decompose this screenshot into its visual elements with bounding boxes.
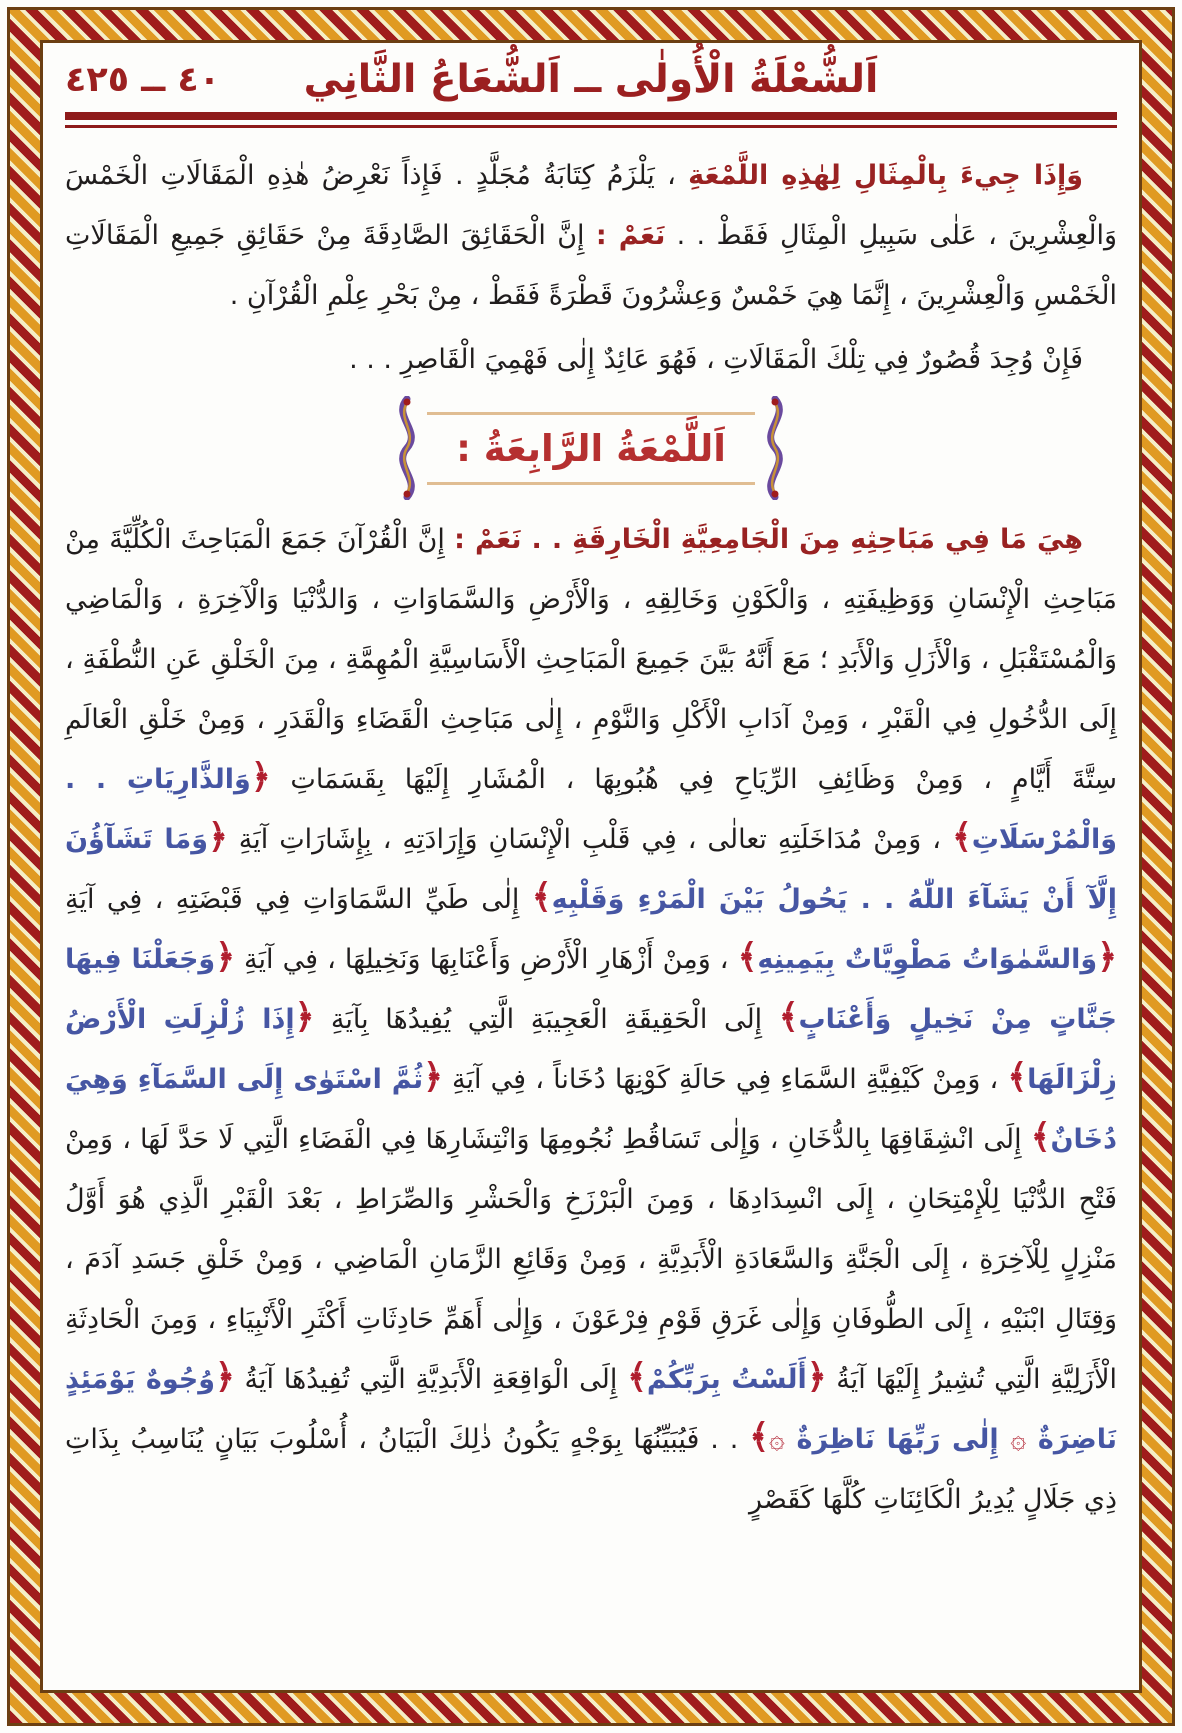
quran-quote-text: وَالسَّمٰوَاتُ مَطْوِيَّاتٌ بِيَمِينِهِ: [757, 944, 1098, 975]
ornate-bracket: ﴾: [749, 1417, 769, 1456]
ornate-bracket: ﴿: [215, 1357, 235, 1396]
ornate-bracket: ﴿: [215, 937, 235, 976]
red-emphasis-text: هِيَ مَا فِي مَبَاحِثِهِ مِنَ الْجَامِعِيَّةِ الْخَارِقَةِ . . نَعَمْ :: [454, 524, 1083, 555]
paragraph-intro-tail: [65, 330, 1117, 390]
section-heading-box: [427, 412, 755, 485]
body-text: إِلٰى طَيِّ السَّمَاوَاتِ فِي قَبْضَتِهِ ، فِي آيَةِ: [65, 884, 532, 915]
quran-quote-text: وَجَعَلْنَا فِيهَا جَنَّاتٍ مِنْ نَخِيلٍ وَأَعْنَابٍ: [65, 944, 1117, 1035]
page-numbers: ٤٠ ــ ٤٢٥: [65, 59, 221, 100]
body-text: ، يَلْزَمُ كِتَابَةُ مُجَلَّدٍ . فَإِذاً نَعْرِضُ هٰذِهِ الْمَقَالَاتِ الْخَمْسَ وَالْعِشْرِينَ ، عَلٰى سَبِيلِ الْمِثَالِ فَقَطْ . .: [65, 160, 1118, 251]
ornate-bracket: ﴾: [951, 817, 972, 856]
header-double-rule: [65, 112, 1117, 128]
body-text: إِلَى انْشِقَاقِهَا بِالدُّخَانِ ، وَإِلٰى تَسَاقُطِ نُجُومِهَا وَانْتِشَارِهَا فِي الْفَضَاءِ الَّتِي لَا حَدَّ لَهَا ، وَمِنْ فَتْحِ الدُّنْيَا لِلْإِمْتِحَانِ ، إِلَى انْسِدَادِهَا ، وَمِنَ الْبَرْزَخِ وَالْحَشْرِ وَالصِّرَاطِ ، بَعْدَ الْقَبْرِ الَّذِي هُوَ أَوَّلُ مَنْزِلٍ لِلْآخِرَةِ ، إِلَى الْجَنَّةِ وَالسَّعَادَةِ الْأَبَدِيَّةِ ، وَمِنْ وَقَائِعِ الزَّمَانِ الْمَاضِي ، وَمِنْ خَلْقِ جَسَدِ آدَمَ ، وَقِتَالِ ابْنَيْهِ ، إِلَى الطُّوفَانِ وَإِلٰى غَرَقِ قَوْمِ فِرْعَوْنَ ، وَإِلٰى أَهَمِّ حَادِثَاتِ أَكْثَرِ الْأَنْبِيَاءِ ، وَمِنَ الْحَادِثَةِ الْأَزَلِيَّةِ الَّتِي تُشِيرُ إِلَيْهَا آيَةُ: [65, 1124, 1117, 1395]
body-text: إِلَى الْوَاقِعَةِ الْأَبَدِيَّةِ الَّتِي تُفِيدُهَا آيَةُ: [234, 1364, 628, 1395]
ornate-bracket: ﴿: [250, 757, 271, 796]
ornate-bracket: ﴿: [208, 817, 228, 856]
flourish-ornament-left-icon: [387, 396, 427, 500]
quran-quote-text: وَمَا تَشَآؤُنَ إِلَّآ أَنْ يَشَآءَ اللّٰهُ . . يَحُولُ بَيْنَ الْمَرْءِ وَقَلْبِهِ: [65, 824, 1117, 915]
body-text: إِنَّ الْقُرْآنَ جَمَعَ الْمَبَاحِثَ الْكُلِّيَّةَ مِنْ مَبَاحِثِ الْإِنْسَانِ وَوَظِيفَتِهِ ، وَالْكَوْنِ وَخَالِقِهِ ، وَالْأَرْضِ وَالسَّمَاوَاتِ ، وَالدُّنْيَا وَالْآخِرَةِ ، وَالْمَاضِي وَالْمُسْتَقْبَلِ ، وَالْأَزَلِ وَالْأَبَدِ ؛ مَعَ أَنَّهُ بَيَّنَ جَمِيعَ الْمَبَاحِثِ الْأَسَاسِيَّةِ الْمُهِمَّةِ ، مِنَ الْخَلْقِ عَنِ النُّطْفَةِ ، إِلَى الدُّخُولِ فِي الْقَبْرِ ، وَمِنْ آدَابِ الْأَكْلِ وَالنَّوْمِ ، إِلٰى مَبَاحِثِ الْقَضَاءِ وَالْقَدَرِ ، وَمِنْ خَلْقِ الْعَالَمِ سِتَّةَ أَيَّامٍ ، وَمِنْ وَظَائِفِ الرِّيَاحِ فِي هُبُوبِهَا ، الْمُشَارِ إِلَيْهَا بِقَسَمَاتِ: [65, 524, 1118, 795]
ornate-bracket: ﴿: [806, 1357, 827, 1396]
body-text: . . فَيُبَيِّنُهَا بِوَجْهٍ يَكُونُ ذٰلِكَ الْبَيَانُ ، أُسْلُوبَ بَيَانٍ يُنَاسِبُ بِذَاتِ ذِي جَلَالٍ يُدِيرُ الْكَائِنَاتِ كُلَّهَا كَقَصْرٍ: [65, 1424, 1117, 1515]
ornate-bracket: ﴿: [1097, 937, 1117, 976]
flourish-ornament-right-icon: [755, 396, 795, 500]
quran-quote-text: وُجُوهٌ يَوْمَئِذٍ نَاضِرَةٌ: [65, 1364, 1117, 1455]
ornate-bracket: ﴾: [1007, 1057, 1028, 1096]
body-text: ، وَمِنْ أَزْهَارِ الْأَرْضِ وَأَعْنَابِهَا وَنَخِيلِهَا ، فِي آيَةِ: [235, 944, 738, 975]
page-header: [65, 57, 1117, 102]
ornate-bracket: ﴾: [737, 937, 758, 976]
quran-quote-text: وَالذَّارِيَاتِ . . وَالْمُرْسَلَاتِ: [65, 764, 1117, 855]
section-heading: اَللَّمْعَةُ الرَّابِعَةُ :: [456, 426, 726, 470]
ornate-bracket: ﴿: [294, 997, 315, 1036]
body-text: إِنَّ الْحَقَائِقَ الصَّادِقَةَ مِنْ حَقَائِقِ جَمِيعِ الْمَقَالَاتِ الْخَمْسِ وَالْعِشْرِينَ ، إِنَّمَا هِيَ خَمْسٌ وَعِشْرُونَ قَطْرَةً فَقَطْ ، مِنْ بَحْرِ عِلْمِ الْقُرْآنِ .: [65, 220, 1117, 311]
red-emphasis-text: نَعَمْ :: [595, 220, 666, 251]
quran-quote-text: إِذَا زُلْزِلَتِ الْأَرْضُ زِلْزَالَهَا: [65, 1004, 1117, 1095]
body-text: ، وَمِنْ كَيْفِيَّةِ السَّمَاءِ فِي حَالَةِ كَوْنِهَا دُخَاناً ، فِي آيَةِ: [442, 1064, 1008, 1095]
quran-quote-text: إِلٰى رَبِّهَا نَاظِرَةٌ: [784, 1424, 1011, 1455]
body-text: فَإِنْ وُجِدَ قُصُورٌ فِي تِلْكَ الْمَقَالَاتِ ، فَهُوَ عَائِدٌ إِلٰى فَهْمِيَ الْقَاصِرِ . . .: [349, 344, 1083, 375]
paragraph-fourth-gleam: [65, 510, 1117, 1530]
ornate-bracket: ﴿: [423, 1057, 443, 1096]
ornate-bracket: ﴾: [1030, 1117, 1051, 1156]
page-content: [43, 43, 1139, 1690]
ornate-bracket: ﴾: [531, 877, 552, 916]
ornate-bracket: ﴾: [778, 997, 799, 1036]
body-text: ، وَمِنْ مُدَاخَلَتِهِ تعالٰى ، فِي قَلْبِ الْإِنْسَانِ وَإِرَادَتِهِ ، بِإِشَارَاتِ آيَةِ: [227, 824, 952, 855]
ornate-bracket: ﴾: [627, 1357, 647, 1396]
section-heading-cartouche: [65, 396, 1117, 500]
page-title: اَلشُّعْلَةُ الْأُولٰى ــ اَلشُّعَاعُ الثَّانِي: [303, 57, 879, 102]
quran-quote-text: ثُمَّ اسْتَوٰى إِلَى السَّمَآءِ وَهِيَ دُخَانٌ: [65, 1064, 1117, 1155]
body-text: إِلَى الْحَقِيقَةِ الْعَجِيبَةِ الَّتِي يُفِيدُهَا بِآيَةِ: [314, 1004, 779, 1035]
verse-rosette-icon: ۞: [1010, 1424, 1027, 1455]
paragraph-intro: [65, 146, 1117, 326]
quran-quote-text: أَلَسْتُ بِرَبِّكُمْ: [646, 1364, 807, 1395]
verse-rosette-icon: ۞: [768, 1424, 785, 1455]
red-emphasis-text: وَإِذَا جِيءَ بِالْمِثَالِ لِهٰذِهِ اللَّمْعَةِ: [688, 160, 1083, 191]
